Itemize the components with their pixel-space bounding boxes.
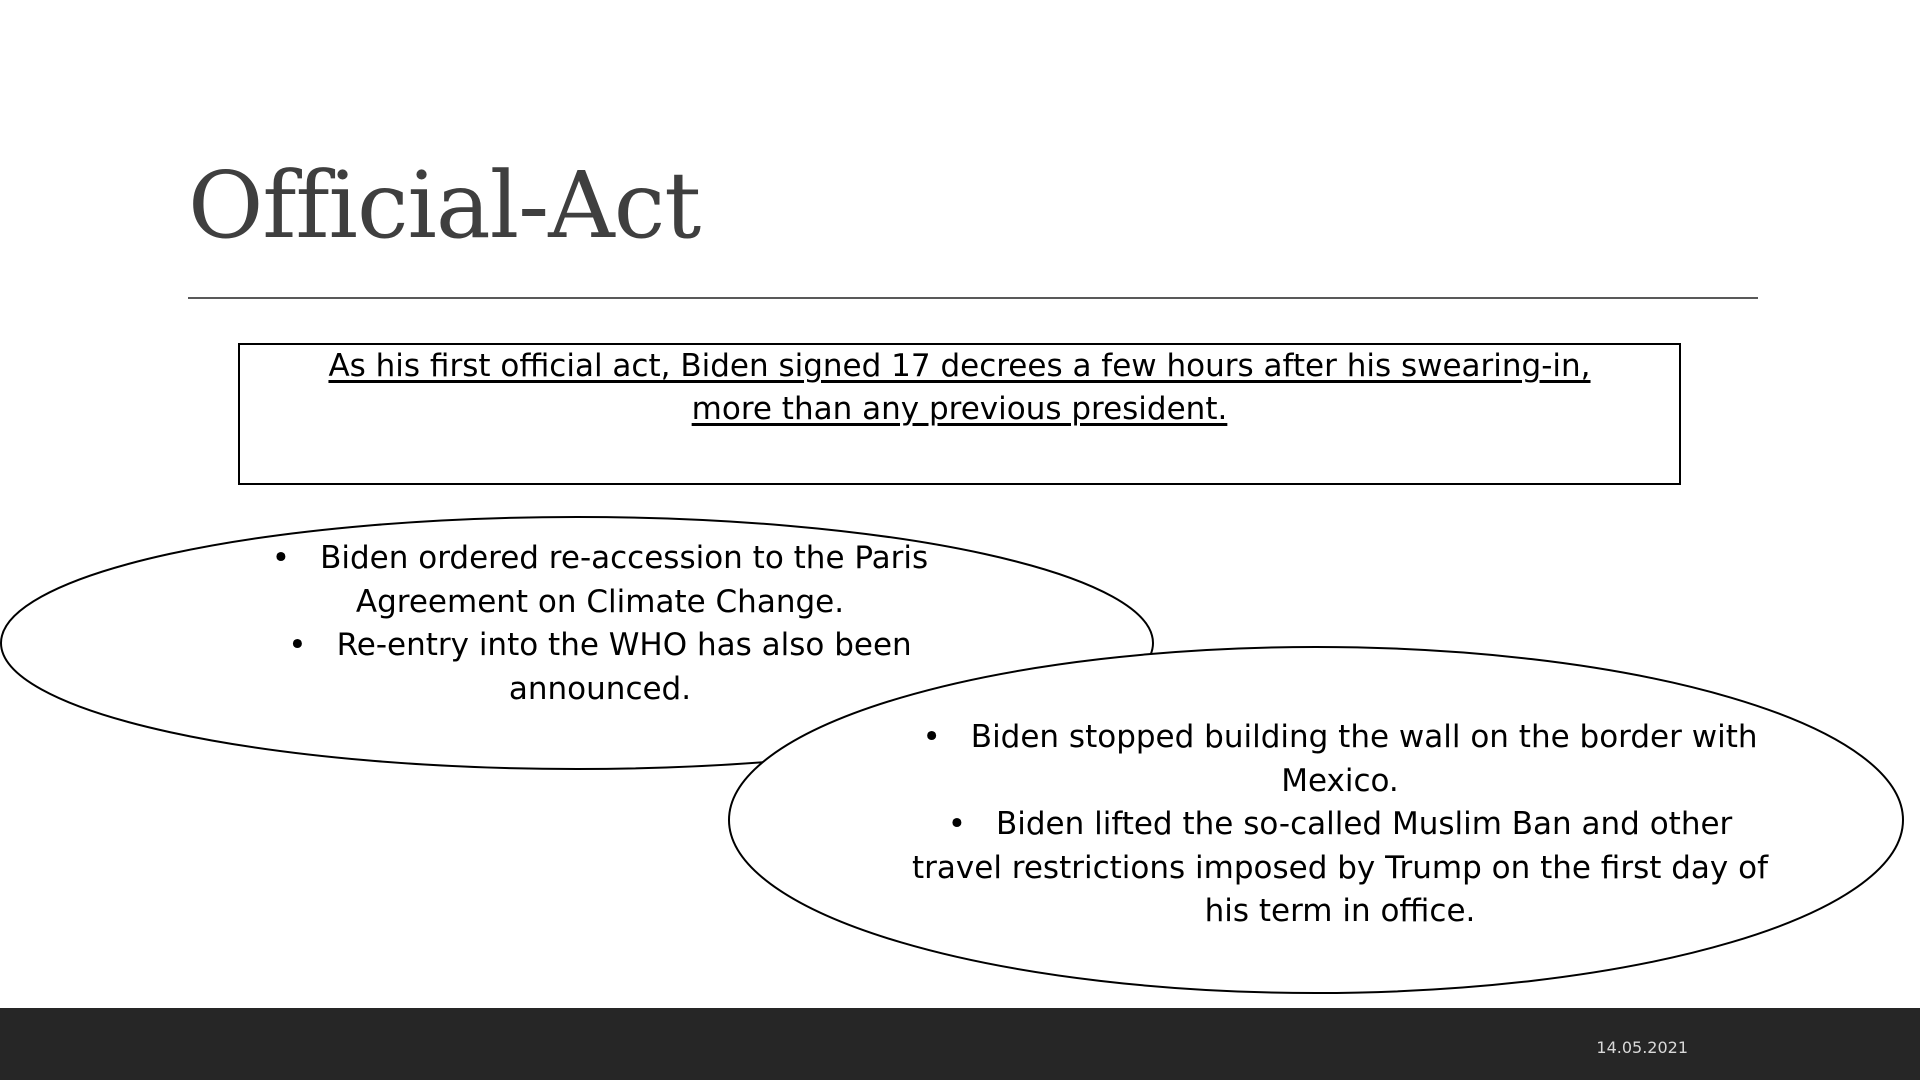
left-bubble-text <box>215 537 985 711</box>
right-bubble-list <box>900 716 1780 934</box>
right-bubble-text <box>900 716 1780 934</box>
statement-line-2: more than any previous president. <box>691 391 1228 427</box>
slide-title: Official-Act <box>188 152 701 259</box>
left-bubble-list <box>215 537 985 711</box>
right-bubble-item-muslim-ban: • Biden lifted the so-called Muslim Ban and other travel restrictions imposed by Trump on the first day of his term in office. <box>900 803 1780 934</box>
left-bubble-item-who: • Re-entry into the WHO has also been announced. <box>215 624 985 711</box>
statement-line-1: As his first official act, Biden signed 17 decrees a few hours after his swearing-in, <box>328 348 1591 384</box>
right-bubble-item-wall: • Biden stopped building the wall on the border with Mexico. <box>900 716 1780 803</box>
footer-date: 14.05.2021 <box>1596 1038 1688 1057</box>
footer-bar <box>0 1008 1920 1080</box>
left-bubble-item-paris: • Biden ordered re-accession to the Paris Agreement on Climate Change. <box>215 537 985 624</box>
